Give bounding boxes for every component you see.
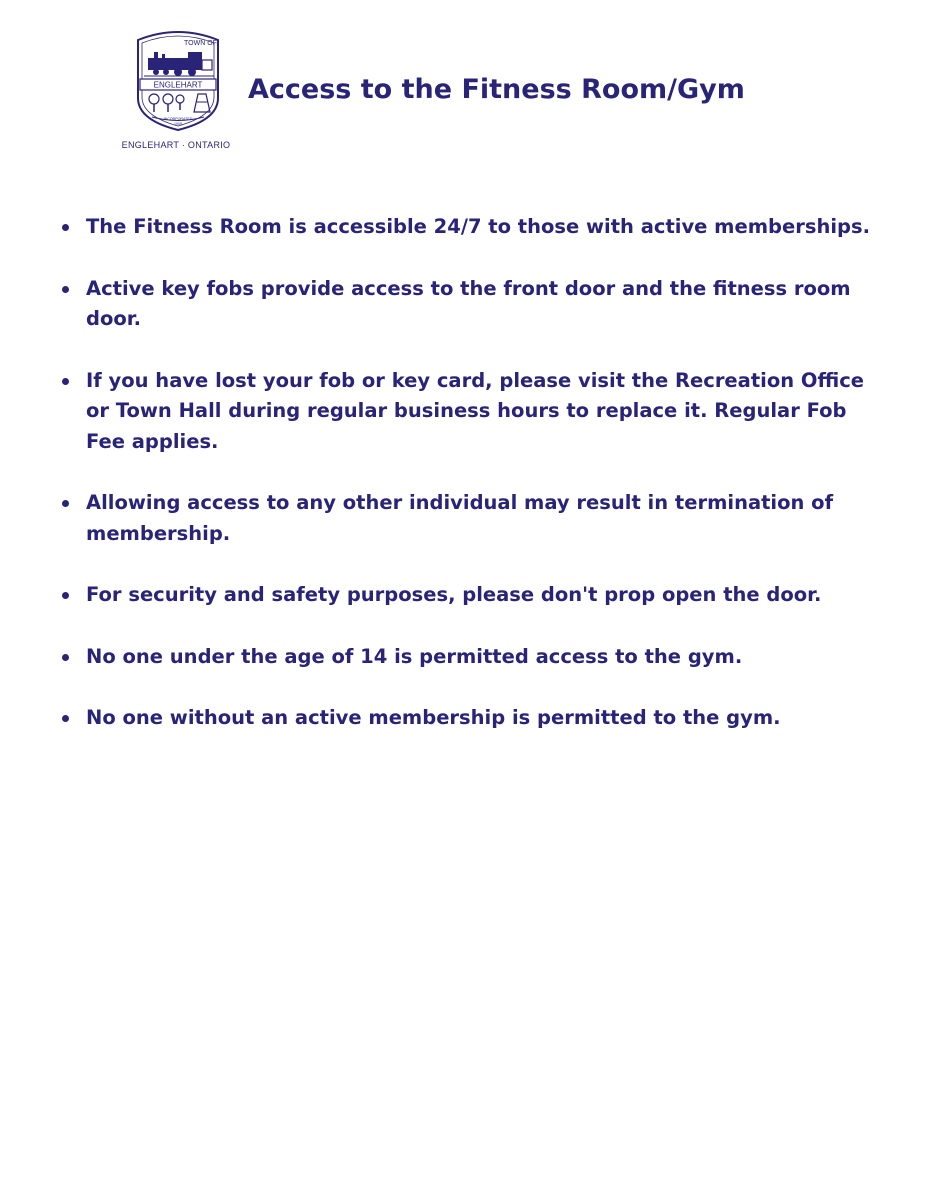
crest-ribbon-line1: INCORPORATED (163, 117, 193, 121)
crest-icon (132, 28, 224, 132)
train-icon (144, 52, 214, 76)
list-item: For security and safety purposes, please don't prop open the door. (56, 580, 876, 611)
list-item: No one without an active membership is permitted to the gym. (56, 703, 876, 734)
logo-caption: ENGLEHART · ONTARIO (121, 140, 231, 150)
list-item: No one under the age of 14 is permitted access to the gym. (56, 642, 876, 673)
rules-list (56, 212, 876, 765)
page-title: Access to the Fitness Room/Gym (248, 74, 745, 105)
list-item: The Fitness Room is accessible 24/7 to those with active memberships. (56, 212, 876, 243)
crest-emblems (149, 94, 210, 112)
list-item: Active key fobs provide access to the front door and the fitness room door. (56, 274, 876, 335)
list-item: Allowing access to any other individual may result in termination of membership. (56, 488, 876, 549)
crest-banner-text: ENGLEHART (153, 80, 203, 90)
town-crest-logo (114, 28, 244, 156)
list-item: If you have lost your fob or key card, please visit the Recreation Office or Town Hall during regular business hours to replace it. Regular Fob Fee applies. (56, 366, 876, 458)
crest-ribbon-line2: 1908 (174, 122, 182, 126)
crest-arc-text: TOWN OF (184, 40, 217, 47)
